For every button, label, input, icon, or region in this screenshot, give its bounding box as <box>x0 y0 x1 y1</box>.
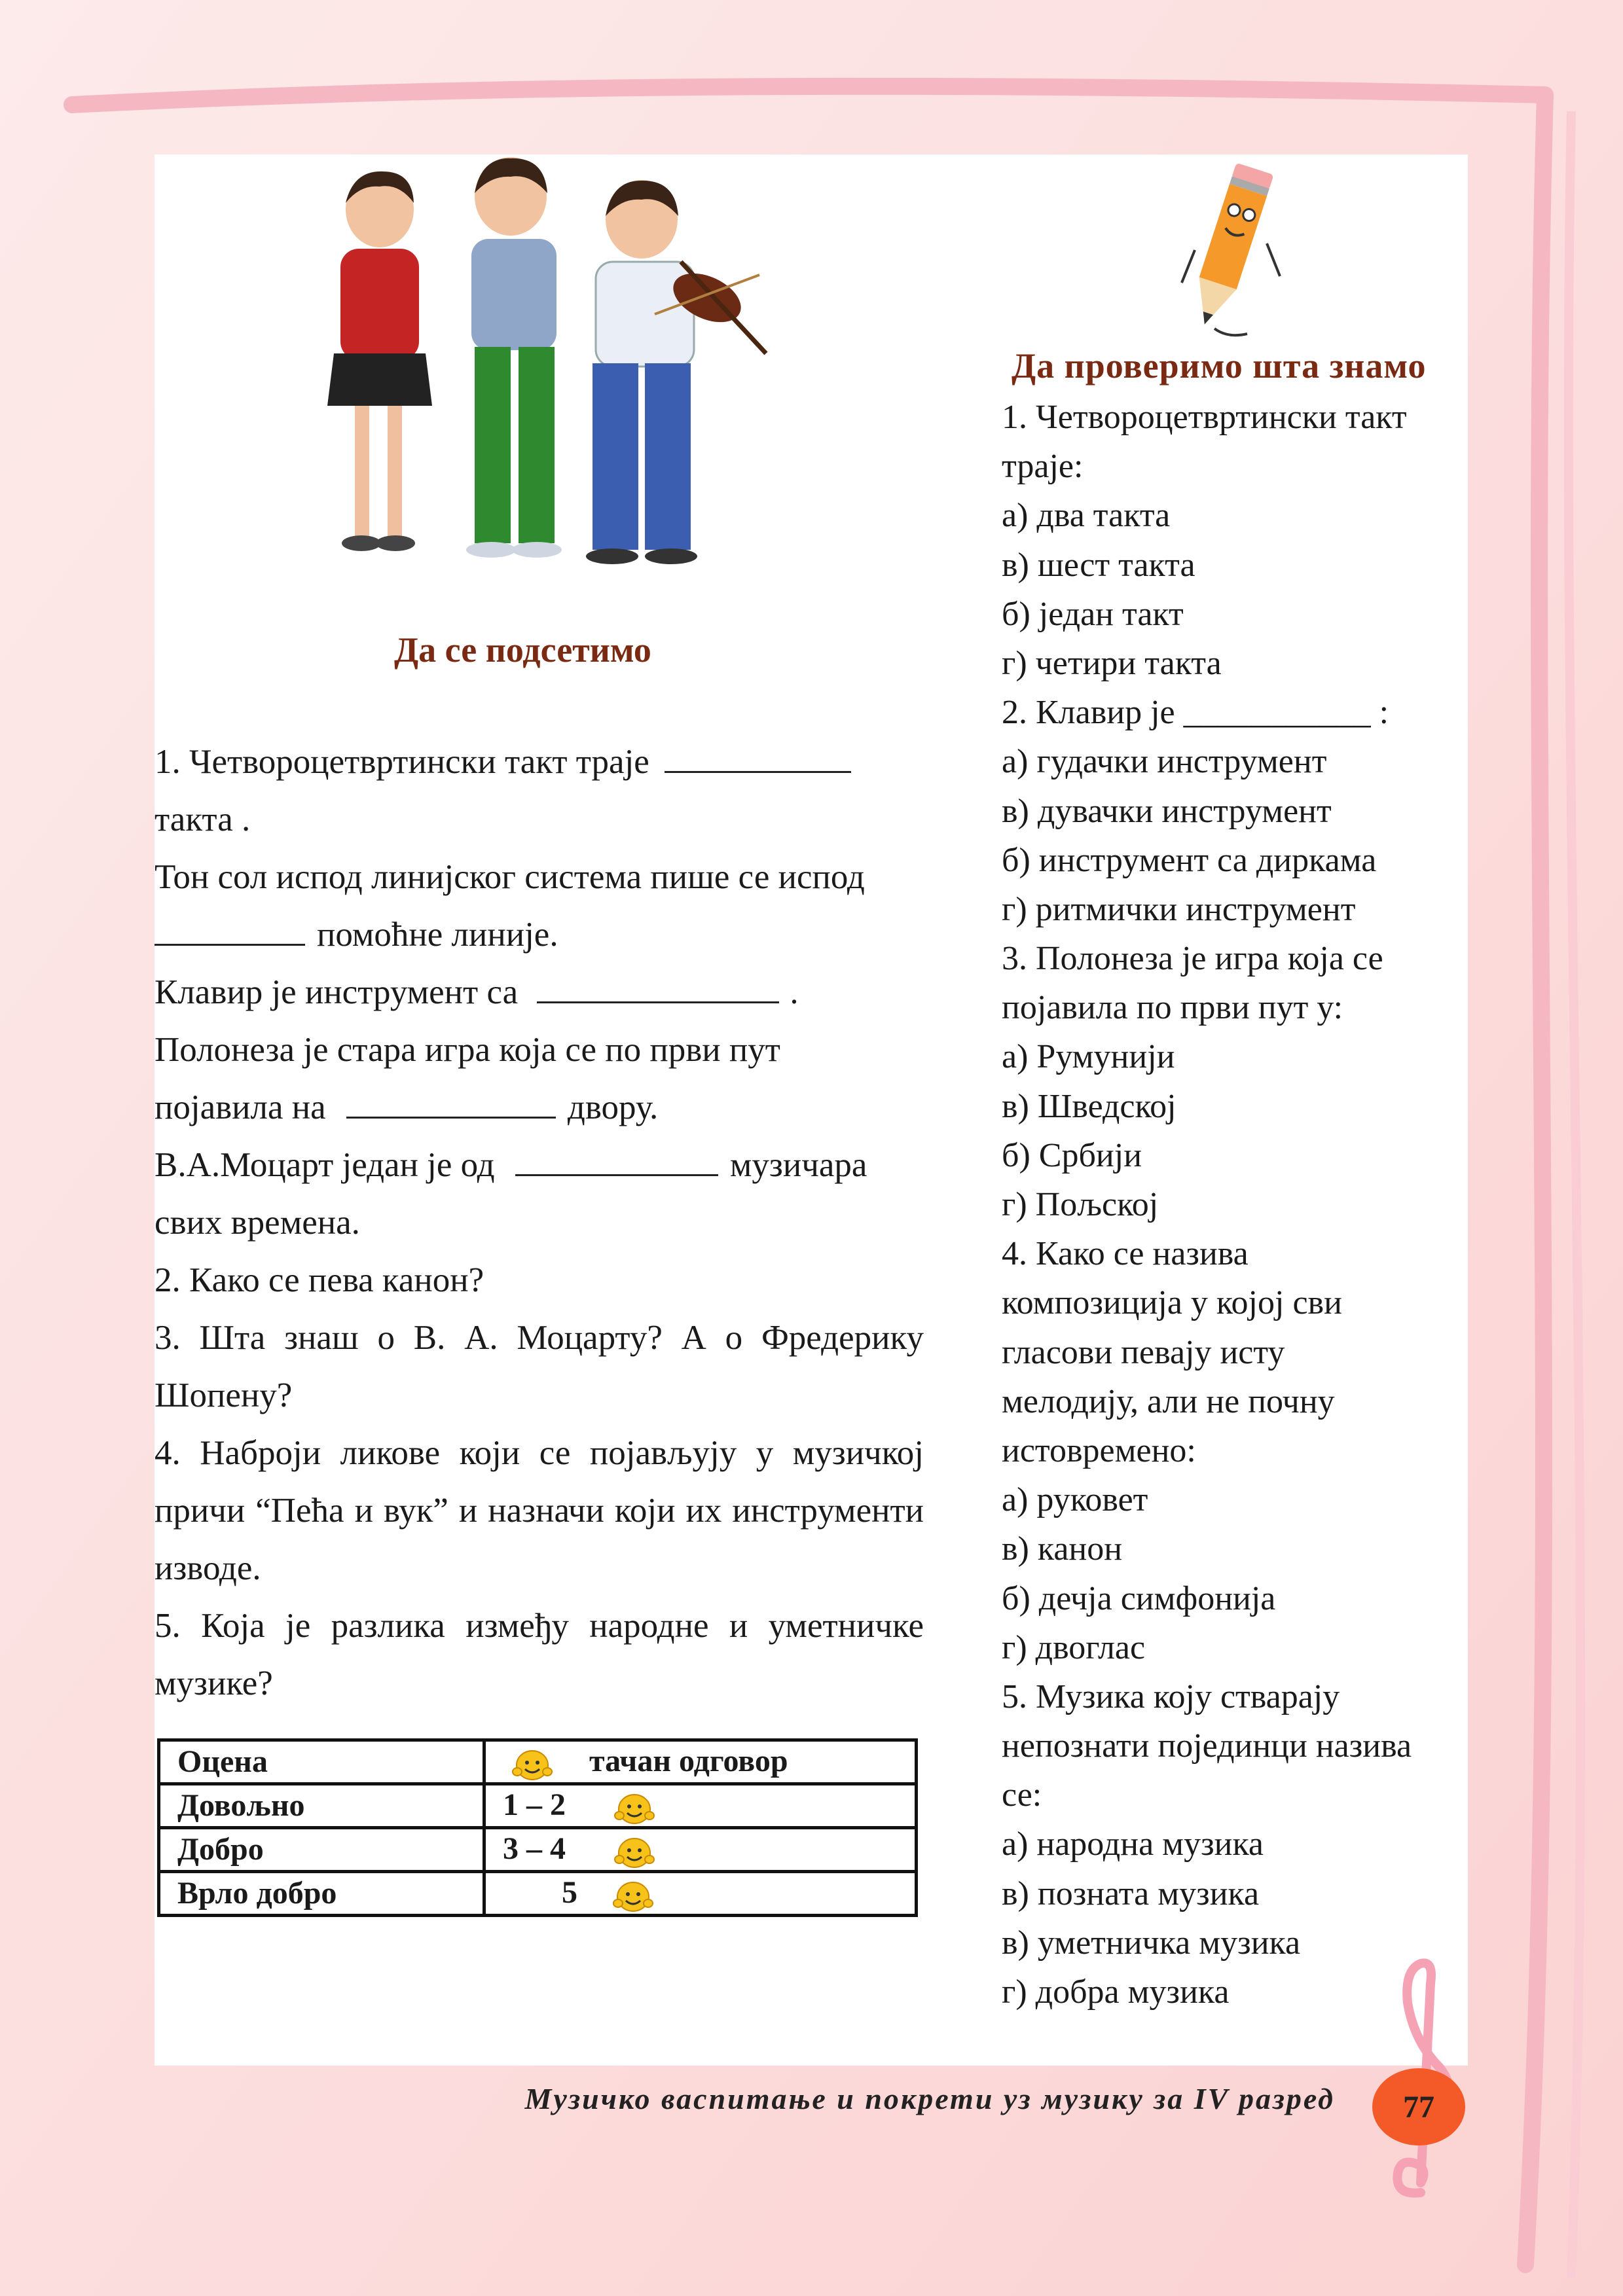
grade-cell: Довољно <box>159 1784 484 1827</box>
right-heading: Да проверимо шта знамо <box>1012 346 1427 386</box>
quiz-line: г) Пољској <box>1002 1186 1159 1223</box>
quiz-line: в) канон <box>1002 1530 1123 1568</box>
quiz-section <box>1002 393 1473 2017</box>
quiz-line: в) уметничка музика <box>1002 1924 1301 1962</box>
quiz-line: а) народна музика <box>1002 1825 1264 1863</box>
text-line: Клавир је инструмент са <box>155 973 519 1011</box>
quiz-line: композиција у којој сви <box>1002 1284 1342 1322</box>
grade-cell: Врло добро <box>159 1871 484 1915</box>
quiz-line: г) добра музика <box>1002 1973 1230 2011</box>
smiley-icon <box>613 1833 656 1870</box>
text-line: 1. Четвороцетвртински такт траје <box>155 743 649 781</box>
header-cell <box>484 1740 917 1784</box>
blank-field[interactable] <box>665 736 851 773</box>
quiz-line: г) ритмички инструмент <box>1002 890 1356 928</box>
blank-field[interactable] <box>515 1139 718 1176</box>
quiz-line: се: <box>1002 1776 1042 1814</box>
table-row <box>159 1827 917 1871</box>
text-line: појавила на <box>155 1088 326 1126</box>
table-row <box>159 1871 917 1915</box>
page-number: 77 <box>1403 2089 1434 2125</box>
fill-in-line-1 <box>155 733 924 791</box>
smiley-icon <box>611 1877 655 1914</box>
smiley-icon <box>613 1789 656 1826</box>
text-line: свих времена. <box>155 1204 360 1242</box>
pencil-mascot-illustration <box>1175 152 1286 342</box>
quiz-line: 2. Клавир је ___________ : <box>1002 694 1389 732</box>
quiz-line: б) један такт <box>1002 595 1184 633</box>
grading-table <box>157 1738 918 1917</box>
text-line: такта . <box>155 800 251 838</box>
question-2: 2. Како се пева канон? <box>155 1261 484 1299</box>
quiz-line: 4. Како се назива <box>1002 1235 1249 1273</box>
blank-field[interactable] <box>346 1081 556 1119</box>
page-number-badge <box>1372 2068 1465 2145</box>
range-cell <box>484 1784 917 1827</box>
quiz-line: в) дувачки инструмент <box>1002 792 1332 830</box>
quiz-line: г) двоглас <box>1002 1628 1146 1666</box>
table-header-row <box>159 1740 917 1784</box>
quiz-line: в) позната музика <box>1002 1874 1260 1912</box>
quiz-line: а) Румунији <box>1002 1038 1175 1076</box>
fill-in-line-2: Тон сол испод линијског система пише се испод <box>155 858 865 896</box>
quiz-line: траје: <box>1002 448 1084 486</box>
left-heading: Да се подсетимо <box>394 630 651 670</box>
quiz-line: в) Шведској <box>1002 1087 1176 1125</box>
quiz-line: појавила по први пут у: <box>1002 989 1343 1027</box>
table-row <box>159 1784 917 1827</box>
quiz-line: в) шест такта <box>1002 546 1195 584</box>
blank-field[interactable] <box>155 908 305 946</box>
quiz-line: мелодију, али не почну <box>1002 1382 1335 1420</box>
smiley-icon <box>511 1746 554 1782</box>
quiz-line: непознати појединци назива <box>1002 1727 1412 1765</box>
header-label: тачан одговор <box>589 1744 788 1778</box>
quiz-line: 1. Четвороцетвртински такт <box>1002 399 1407 436</box>
quiz-line: гласови певају исту <box>1002 1333 1285 1371</box>
range-value: 3 – 4 <box>503 1831 566 1866</box>
quiz-line: а) руковет <box>1002 1481 1148 1519</box>
review-section <box>155 733 924 1712</box>
children-music-illustration <box>314 157 786 589</box>
quiz-line: б) Србији <box>1002 1136 1142 1174</box>
text-line: В.А.Моцарт један је од <box>155 1146 495 1184</box>
range-value: 5 <box>562 1874 577 1910</box>
range-cell <box>484 1871 917 1915</box>
blank-field[interactable] <box>537 966 779 1003</box>
question-5: 5. Која је разлика између народне и уметничке музике? <box>155 1607 924 1702</box>
fill-in-line-4: Полонеза је стара игра која се по први пут <box>155 1031 780 1069</box>
question-3: 3. Шта знаш о В. А. Моцарту? А о Фредерику Шопену? <box>155 1319 924 1414</box>
header-cell: Оцена <box>159 1740 484 1784</box>
quiz-line: истовремено: <box>1002 1431 1196 1469</box>
text-line: двору. <box>567 1088 659 1126</box>
question-4: 4. Наброји ликове који се појављују у музичкој причи “Пећа и вук” и назначи који их инструменти изводе. <box>155 1434 924 1587</box>
fill-in-line-5 <box>155 1136 924 1194</box>
quiz-line: а) гудачки инструмент <box>1002 743 1327 781</box>
range-value: 1 – 2 <box>503 1787 566 1822</box>
quiz-line: г) четири такта <box>1002 644 1222 682</box>
quiz-line: 3. Полонеза је игра која се <box>1002 940 1383 978</box>
quiz-line: б) дечја симфонија <box>1002 1579 1276 1617</box>
text-line: музичара <box>729 1146 867 1184</box>
text-line: помоћне линије. <box>317 916 558 954</box>
fill-in-line-4b <box>155 1079 924 1136</box>
text-line: . <box>790 973 799 1011</box>
grade-cell: Добро <box>159 1827 484 1871</box>
quiz-line: 5. Музика коју стварају <box>1002 1677 1340 1715</box>
quiz-line: б) инструмент са диркама <box>1002 841 1377 879</box>
footer-book-title: Музичко васпитање и покрети уз музику за IV разред <box>524 2082 1335 2115</box>
range-cell <box>484 1827 917 1871</box>
quiz-line: а) два такта <box>1002 497 1171 535</box>
fill-in-line-2b <box>155 906 924 963</box>
fill-in-line-3 <box>155 963 924 1021</box>
